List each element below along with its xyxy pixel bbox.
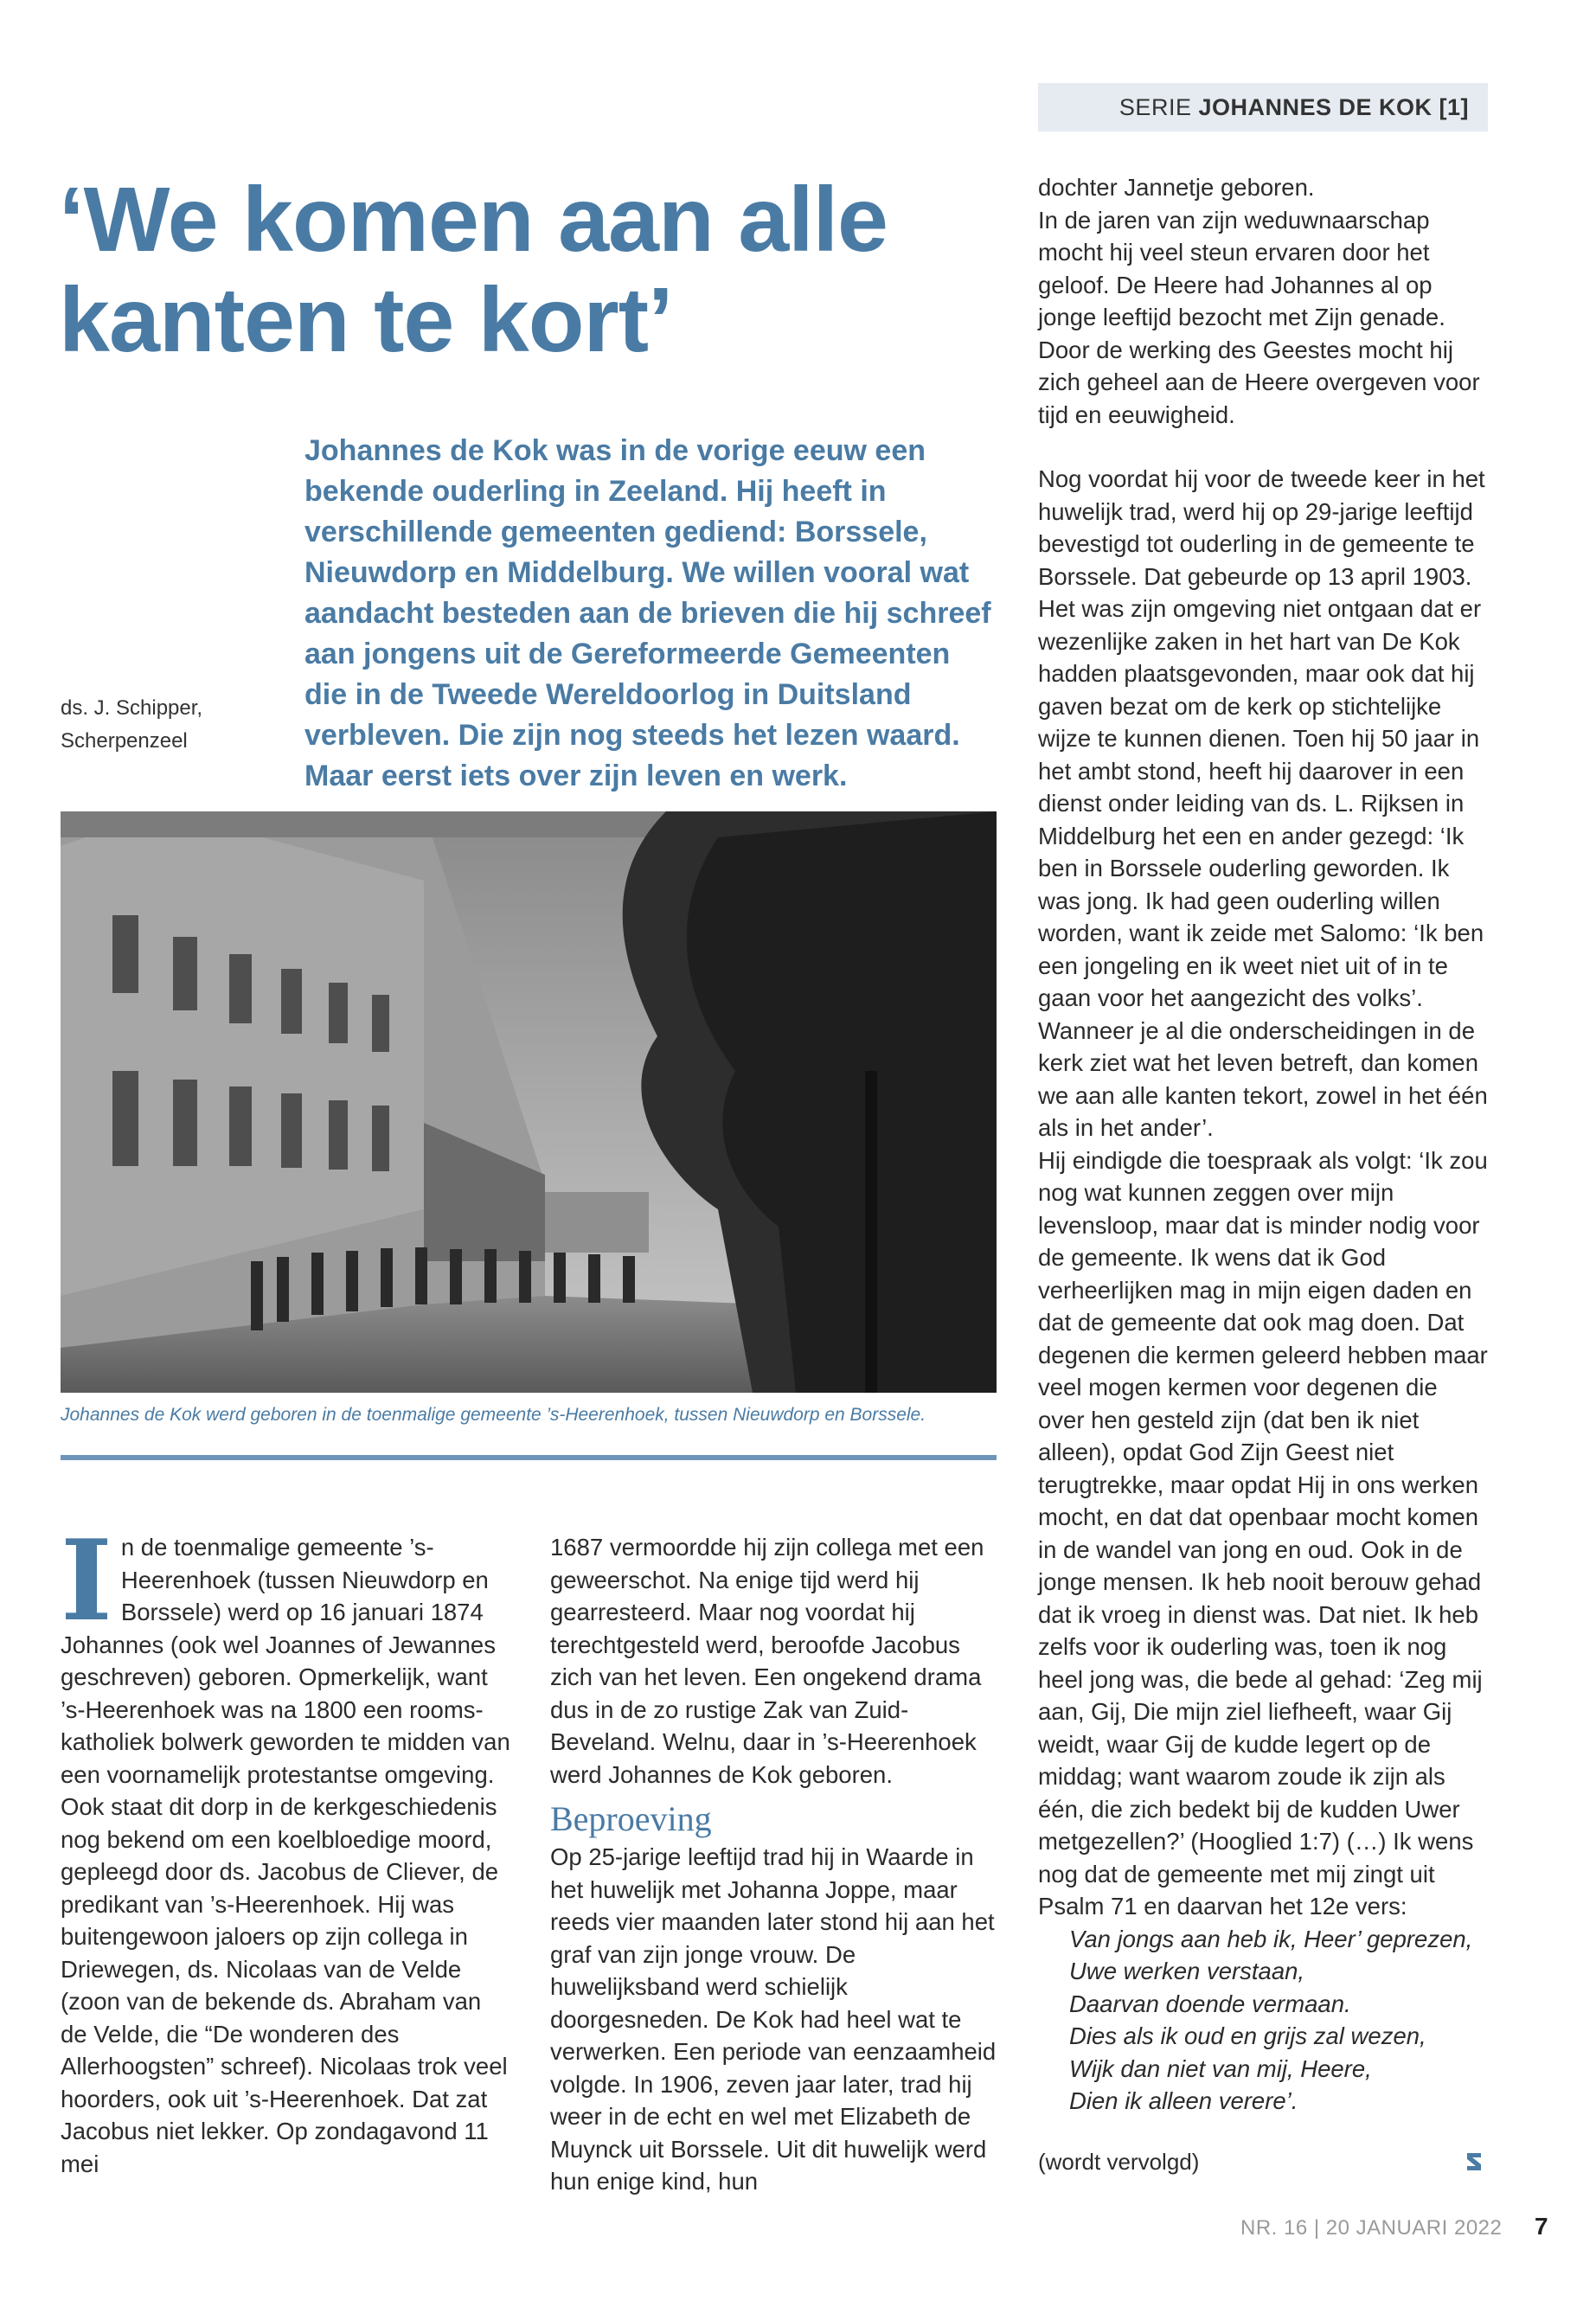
issue-info: NR. 16 | 20 JANUARI 2022 bbox=[1240, 2216, 1503, 2240]
series-header bbox=[1038, 83, 1488, 131]
body-column-2 bbox=[550, 1531, 1000, 2198]
col3-paragraph-3: Nog voordat hij voor de tweede keer in het huwelijk trad, werd hij op 29-jarige leeftijd bevestigd tot ouderling in de gemeente te Borssele. Dat gebeurde op 13 april 1903. Het was zijn omgeving niet ontgaan dat er wezenlijke zaken in het hart van De Kok hadden plaatsgevonden, maar ook dat hij gaven bezat om de kerk op stichtelijke wijze te kunnen dienen. Toen hij 50 jaar in het ambt stond, heeft hij daarover in een dienst onder leiding van ds. L. Rijksen in Middelburg het een en ander gezegd: ‘Ik ben in Borssele ouderling geworden. Ik was jong. Ik had geen ouderling willen worden, want ik zeide met Salomo: ‘Ik ben een jongeling en ik weet niet uit of in te gaan voor het aangezicht des volks’. Wanneer je al die onderscheidingen in de kerk ziet wat het leven betreft, dan komen we aan alle kanten tekort, zowel in het één als in het ander’. bbox=[1038, 465, 1488, 1141]
col3-paragraph-1: dochter Jannetje geboren. bbox=[1038, 174, 1315, 201]
article-intro: Johannes de Kok was in de vorige eeuw een bekende ouderling in Zeeland. Hij heeft in verschillende gemeenten gediend: Borssele, Nieuwdorp en Middelburg. We willen vooral wat aandacht besteden aan de brieven die hij schreef aan jongens uit de Gereformeerde Gemeenten die in de Tweede Wereldoorlog in Duitsland verbleven. Die zijn nog steeds het lezen waard. Maar eerst iets over zijn leven en werk. bbox=[304, 434, 991, 792]
body-column-3 bbox=[1038, 171, 1488, 2118]
col3-paragraph-4: Hij eindigde die toespraak als volgt: ‘Ik zou nog wat kunnen zeggen over mijn levensloop, maar dat is minder nodig voor de gemeente. Ik wens dat ik God verheerlijken mag in mijn eigen daden en dat de gemeente dat ook mag doen. Dat degenen die kermen geleerd hebben maar veel mogen kermen voor degenen die over hen gesteld zijn (dat ben ik niet alleen), opdat God Zijn Geest niet terugtrekke, maar opdat Hij in ons werken mocht, en dat dat openbaar mocht komen in de wandel van jong en oud. Ook in de jonge mensen. Ik heb nooit berouw gehad dat ik vroeg in dienst was. Dat niet. Ik heb zelfs voor ik ouderling was, toen ik nog heel jong was, die bede al gehad: ‘Zeg mij aan, Gij, Die mijn ziel liefheeft, waar Gij weidt, waar Gij de kudde legert op de middag; want waarom zoude ik zijn als één, die zich bedekt bij de kudden Uwer metgezellen?’ (Hooglied 1:7) (…) Ik wens nog dat de gemeente met mij zingt uit Psalm 71 en daarvan het 12e vers: bbox=[1038, 1146, 1488, 1920]
col2-paragraph-2: Op 25-jarige leeftijd trad hij in Waarde in het huwelijk met Johanna Joppe, maar reeds vier maanden later stond hij aan het graf van zijn jonge vrouw. De huwelijksband werd schielijk doorgesneden. De Kok had heel wat te verwerken. Een periode van eenzaamheid volgde. In 1906, zeven jaar later, trad hij weer in de echt en wel met Elizabeth de Muynck uit Borssele. Uit dit huwelijk werd hun enige kind, hun bbox=[550, 1843, 997, 2195]
drop-cap: I bbox=[61, 1516, 112, 1646]
series-name: JOHANNES DE KOK [1] bbox=[1198, 93, 1469, 120]
author-name: ds. J. Schipper, bbox=[61, 696, 203, 720]
col3-paragraph-2: In de jaren van zijn weduwnaarschap mocht hij veel steun ervaren door het geloof. De Heere had Johannes al op jonge leeftijd bezocht met Zijn genade. Door de werking des Geestes mocht hij zich geheel aan de Heere overgeven voor tijd en eeuwigheid. bbox=[1038, 206, 1480, 428]
poem-line: Wijk dan niet van mij, Heere, bbox=[1069, 2054, 1372, 2082]
author-byline bbox=[61, 692, 285, 758]
poem-line: Daarvan doende vermaan. bbox=[1069, 1990, 1351, 2017]
poem-line: Uwe werken verstaan, bbox=[1069, 1958, 1305, 1984]
poem-line: Dien ik alleen verere’. bbox=[1069, 2087, 1298, 2114]
publication-logo-icon bbox=[1464, 2150, 1486, 2173]
article-title bbox=[59, 170, 993, 370]
photo-caption: Johannes de Kok werd geboren in de toenmalige gemeente ’s-Heerenhoek, tussen Nieuwdorp en Borssele. bbox=[61, 1405, 926, 1425]
psalm-verse bbox=[1038, 1923, 1488, 2118]
col2-paragraph-1: 1687 vermoordde hij zijn collega met een geweerschot. Na enige tijd werd hij gearresteerd. Maar nog voordat hij terechtgesteld werd, beroofde Jacobus zich van het leven. Een ongekend drama dus in de zo rustige Zak van Zuid-Beveland. Welnu, daar in ’s-Heerenhoek werd Johannes de Kok geboren. bbox=[550, 1534, 984, 1788]
title-line-2: kanten te kort’ bbox=[59, 269, 673, 371]
series-prefix: SERIE bbox=[1118, 93, 1192, 120]
subhead-beproeving: Beproeving bbox=[550, 1799, 712, 1838]
to-be-continued: (wordt vervolgd) bbox=[1038, 2149, 1200, 2175]
title-line-1: ‘We komen aan alle bbox=[59, 169, 888, 271]
section-divider bbox=[61, 1455, 997, 1460]
col1-text: n de toenmalige gemeente ’s-Heerenhoek (tussen Nieuwdorp en Borssele) werd op 16 januari 1874 Johannes (ook wel Joannes of Jewannes geschreven) geboren. Opmerkelijk, want ’s-Heerenhoek was na 1800 een rooms-katholiek bolwerk geworden te midden van een voornamelijk protestantse omgeving. Ook staat dit dorp in de kerkgeschiedenis nog bekend om een koelbloedige moord, gepleegd door ds. Jacobus de Cliever, de predikant van ’s-Heerenhoek. Hij was buitengewoon jaloers op zijn collega in Driewegen, ds. Nicolaas van de Velde (zoon van de bekende ds. Abraham van de Velde, die “De wonderen des Allerhoogsten” schreef). Nicolaas trok veel hoorders, ook uit ’s-Heerenhoek. Dat zat Jacobus niet lekker. Op zondagavond 11 mei bbox=[61, 1534, 510, 2177]
body-column-1 bbox=[61, 1516, 510, 2180]
page-number: 7 bbox=[1535, 2213, 1548, 2240]
poem-line: Van jongs aan heb ik, Heer’ geprezen, bbox=[1069, 1925, 1473, 1952]
author-location: Scherpenzeel bbox=[61, 729, 188, 753]
poem-line: Dies als ik oud en grijs zal wezen, bbox=[1069, 2022, 1426, 2049]
historic-street-photo bbox=[61, 811, 997, 1393]
